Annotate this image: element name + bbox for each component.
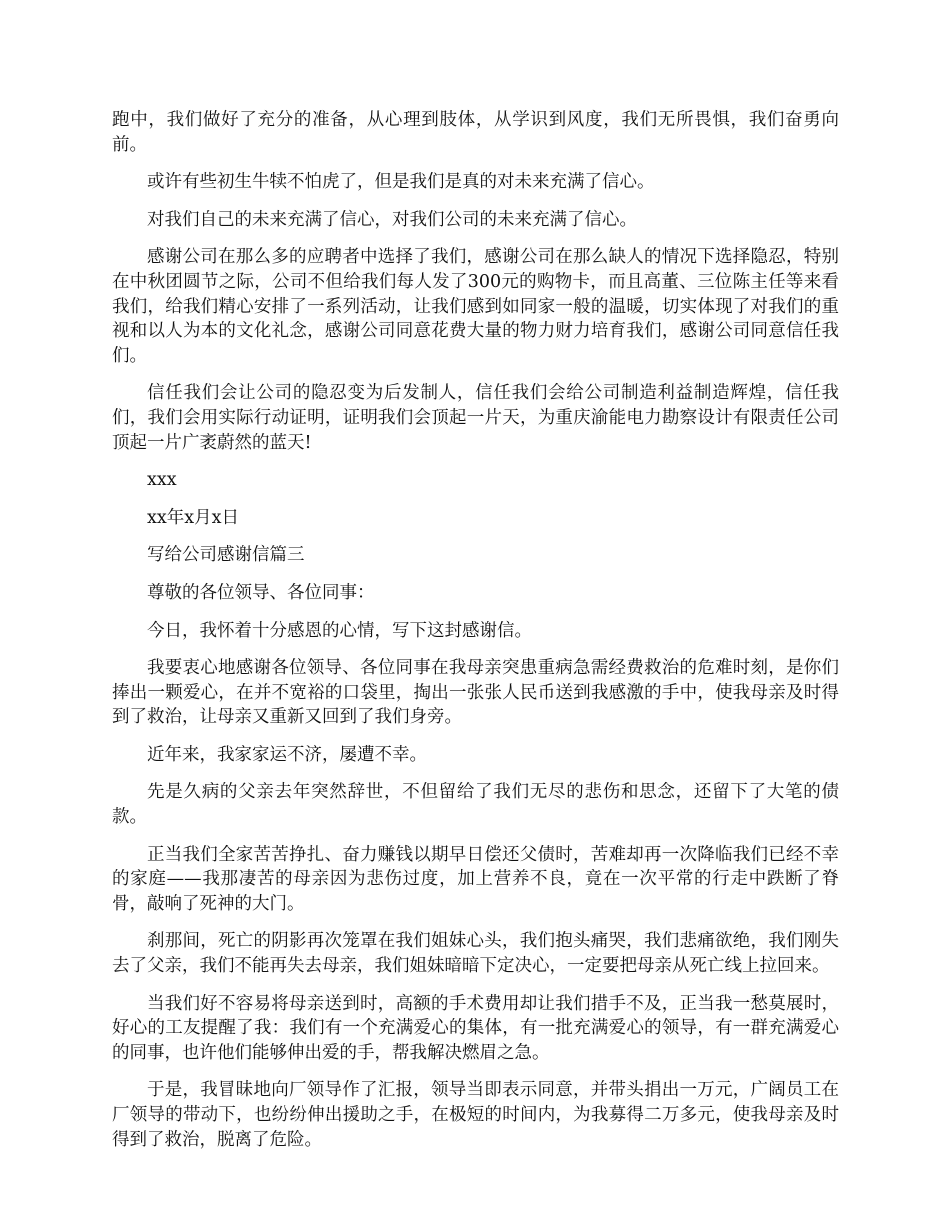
signature-name: xxx — [147, 470, 177, 491]
paragraph: 先是久病的父亲去年突然辞世，不但留给了我们无尽的悲伤和思念，还留下了大笔的债款。 — [112, 782, 839, 828]
paragraph: 跑中，我们做好了充分的准备，从心理到肢体，从学识到风度，我们无所畏惧，我们奋勇向前。 — [112, 110, 839, 155]
paragraph: 我要衷心地感谢各位领导、各位同事在我母亲突患重病急需经费救治的危难时刻，是你们捧出一颗爱心，在并不宽裕的口袋里，掏出一张张人民币送到我感激的手中，使我母亲及时得到了救治，让母亲又重新又回到了我们身旁。 — [112, 658, 839, 728]
paragraph: 当我们好不容易将母亲送到时，高额的手术费用却让我们措手不及，正当我一愁莫展时，好心的工友提醒了我：我们有一个充满爱心的集体，有一批充满爱心的领导，有一群充满爱心的同事，也许他们能够伸出爱的手，帮我解决燃眉之急。 — [112, 993, 839, 1063]
document-page — [112, 108, 839, 1165]
paragraph: 今日，我怀着十分感恩的心情，写下这封感谢信。 — [147, 620, 532, 641]
signature-date: xx年x月x日 — [147, 507, 239, 528]
paragraph: 或许有些初生牛犊不怕虎了，但是我们是真的对未来充满了信心。 — [147, 172, 655, 193]
paragraph: 感谢公司在那么多的应聘者中选择了我们，感谢公司在那么缺人的情况下选择隐忍，特别在中秋团圆节之际，公司不但给我们每人发了300元的购物卡，而且高董、三位陈主任等来看我们，给我们精心安排了一系列活动，让我们感到如同家一般的温暖，切实体现了对我们的重视和以人为本的文化礼念，感谢公司同意花费大量的物力财力培育我们，感谢公司同意信任我们。 — [112, 247, 839, 366]
salutation: 尊敬的各位领导、各位同事： — [147, 582, 375, 603]
paragraph: 刹那间，死亡的阴影再次笼罩在我们姐妹心头，我们抱头痛哭，我们悲痛欲绝，我们刚失去了父亲，我们不能再失去母亲，我们姐妹暗暗下定决心，一定要把母亲从死亡线上拉回来。 — [112, 931, 839, 977]
paragraph: 信任我们会让公司的隐忍变为后发制人，信任我们会给公司制造利益制造辉煌，信任我们，我们会用实际行动证明，证明我们会顶起一片天，为重庆渝能电力勘察设计有限责任公司顶起一片广袤蔚然的蓝天! — [112, 383, 839, 453]
paragraph: 近年来，我家家运不济，屡遭不幸。 — [147, 744, 427, 765]
paragraph: 对我们自己的未来充满了信心，对我们公司的未来充满了信心。 — [147, 209, 637, 230]
paragraph: 正当我们全家苦苦挣扎、奋力赚钱以期早日偿还父债时，苦难却再一次降临我们已经不幸的家庭——我那凄苦的母亲因为悲伤过度，加上营养不良，竟在一次平常的行走中跌断了脊骨，敲响了死神的大门。 — [112, 844, 839, 914]
paragraph: 于是，我冒昧地向厂领导作了汇报，领导当即表示同意，并带头捐出一万元，广阔员工在厂领导的带动下，也纷纷伸出援助之手，在极短的时间内，为我募得二万多元，使我母亲及时得到了救治，脱离了危险。 — [112, 1080, 839, 1150]
section-title: 写给公司感谢信篇三 — [147, 545, 305, 566]
